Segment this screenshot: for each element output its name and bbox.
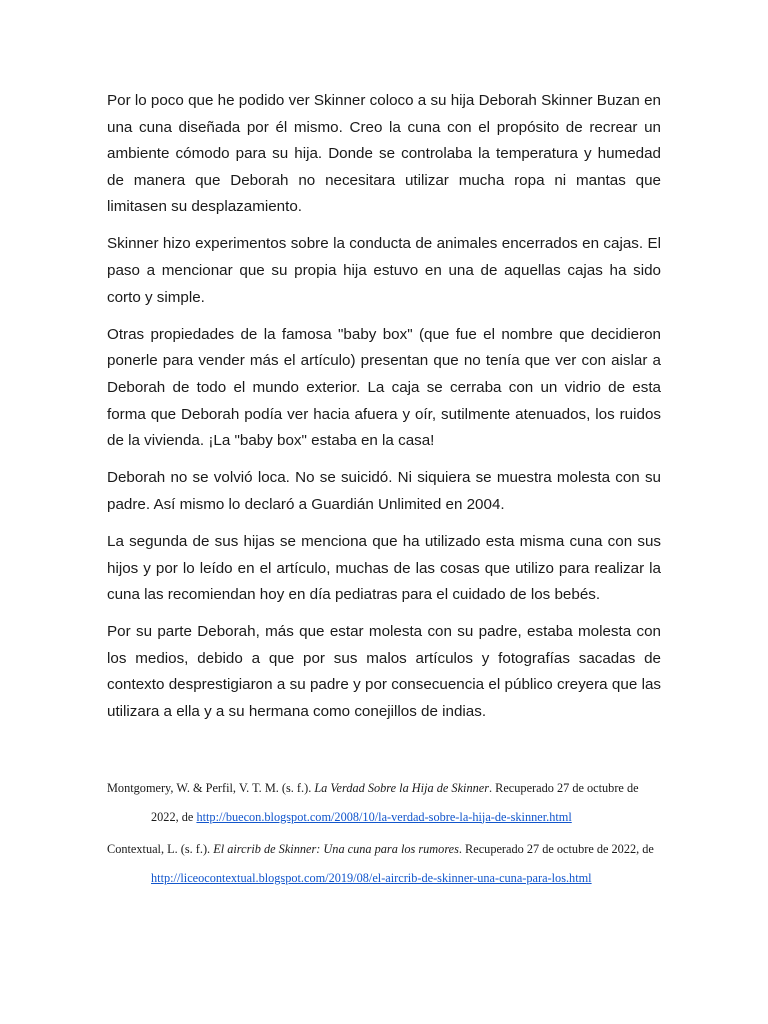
reference-link[interactable]: http://liceocontextual.blogspot.com/2019/08/el-aircrib-de-skinner-una-cuna-para-los.html [151, 870, 592, 885]
reference-entry [107, 835, 661, 892]
body-text [107, 88, 661, 736]
paragraph: Por lo poco que he podido ver Skinner coloco a su hija Deborah Skinner Buzan en una cuna diseñada por él mismo. Creo la cuna con el propósito de recrear un ambiente cómodo para su hija. Donde se controlaba la temperatura y humedad de manera que Deborah no necesitara utilizar mucha ropa ni mantas que limitasen su desplazamiento. [107, 92, 661, 216]
references-list [107, 774, 661, 896]
paragraph: Otras propiedades de la famosa "baby box" (que fue el nombre que decidieron ponerle para vender más el artículo) presentan que no tenía que ver con aislar a Deborah de todo el mundo exterior. La caja se cerraba con un vidrio de esta forma que Deborah podía ver hacia afuera y oír, sutilmente atenuados, los ruidos de la vivienda. ¡La "baby box" estaba en la casa! [107, 325, 661, 450]
reference-title: La Verdad Sobre la Hija de Skinner [314, 781, 489, 795]
paragraph: Deborah no se volvió loca. No se suicidó. Ni siquiera se muestra molesta con su padre. Así mismo lo declaró a Guardián Unlimited en 2004. [107, 469, 661, 513]
paragraph: Por su parte Deborah, más que estar molesta con su padre, estaba molesta con los medios, debido a que por sus malos artículos y fotografías sacadas de contexto desprestigiaron a su padre y por consecuencia el público creyera que las utilizara a ella y a su hermana como conejillos de indias. [107, 623, 661, 720]
reference-title: El aircrib de Skinner: Una cuna para los rumores [213, 842, 459, 856]
paragraph: La segunda de sus hijas se menciona que ha utilizado esta misma cuna con sus hijos y por lo leído en el artículo, muchas de las cosas que utilizo para realizar la cuna las recomiendan hoy en día pediatras para el cuidado de los bebés. [107, 532, 661, 604]
reference-authors: Contextual, L. (s. f.). [107, 842, 214, 856]
reference-retrieved: . Recuperado 27 de octubre de 2022, de [458, 842, 654, 856]
reference-link[interactable]: http://buecon.blogspot.com/2008/10/la-verdad-sobre-la-hija-de-skinner.html [196, 809, 572, 824]
reference-retrieved: . Recuperado 27 de octubre de 2022, de [151, 781, 639, 824]
reference-authors: Montgomery, W. & Perfil, V. T. M. (s. f.). [107, 781, 315, 795]
reference-entry [107, 774, 661, 831]
paragraph: Skinner hizo experimentos sobre la conducta de animales encerrados en cajas. El paso a mencionar que su propia hija estuvo en una de aquellas cajas ha sido corto y simple. [107, 235, 661, 306]
